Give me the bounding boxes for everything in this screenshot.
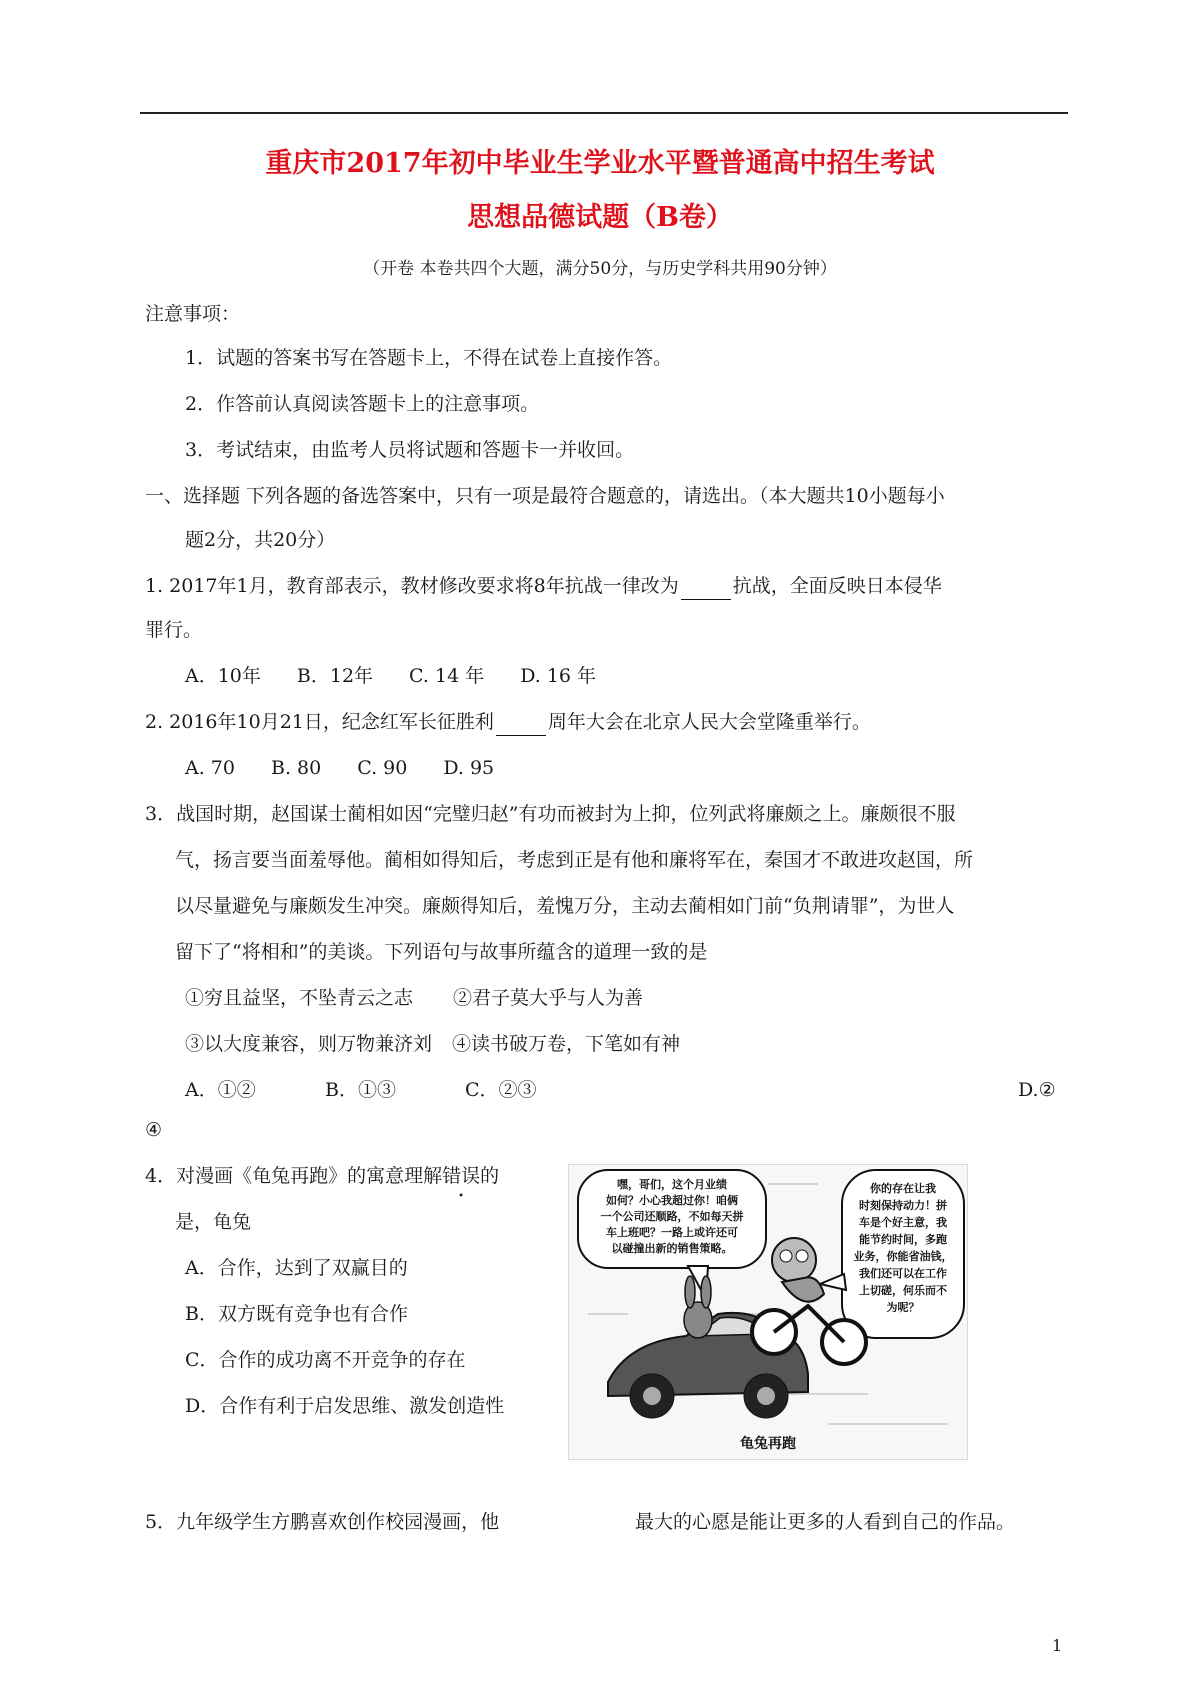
bubble-text: 为呢？ xyxy=(886,1301,920,1314)
section-heading-cont: 题2分，共20分） xyxy=(185,529,336,551)
bubble-text: 嘿，哥们，这个月业绩 xyxy=(617,1178,727,1191)
header-rule xyxy=(140,112,1068,114)
statement-row xyxy=(185,1030,680,1058)
option: A．①② xyxy=(185,1079,256,1101)
statement: ④读书破万卷，下笔如有神 xyxy=(452,1033,681,1055)
bubble-text: 车是个好主意，我 xyxy=(859,1216,947,1229)
question-2 xyxy=(145,708,871,736)
option-cont: ④ xyxy=(145,1119,163,1141)
option: C. 90 xyxy=(357,757,408,779)
option: B．双方既有竞争也有合作 xyxy=(185,1303,408,1325)
bubble-text: 上切磋，何乐而不 xyxy=(859,1284,947,1297)
bubble-text: 车上班吧？一路上或许还可 xyxy=(606,1226,738,1239)
statement: ①穷且益坚，不坠青云之志 xyxy=(185,987,414,1009)
bubble-text: 以碰撞出新的销售策略。 xyxy=(611,1242,733,1255)
section-heading: 一、选择题 下列各题的备选答案中，只有一项是最符合题意的，请选出。（本大题共10小题每小 xyxy=(145,485,945,507)
option: A．合作，达到了双赢目的 xyxy=(185,1257,408,1279)
question-4 xyxy=(145,1162,499,1190)
question-3-cont: 留下了“将相和”的美谈。下列语句与故事所蕴含的道理一致的是 xyxy=(175,941,708,963)
statement: ③以大度兼容，则万物兼济刘 xyxy=(185,1033,433,1055)
question-1 xyxy=(145,572,942,600)
bubble-text: 一个公司还顺路，不如每天拼 xyxy=(600,1210,744,1223)
question-5-cont: 最大的心愿是能让更多的人看到自己的作品。 xyxy=(635,1511,1016,1533)
question-3-cont: 气，扬言要当面羞辱他。蔺相如得知后，考虑到正是有他和廉将军在，秦国才不敢进攻赵国，所 xyxy=(175,849,974,871)
cartoon-caption: 龟兔再跑 xyxy=(740,1436,796,1452)
notice-item: 2．作答前认真阅读答题卡上的注意事项。 xyxy=(185,393,540,415)
bubble-text: 能节约时间，多跑 xyxy=(859,1233,947,1246)
option: D. 95 xyxy=(443,757,495,779)
bubble-text: 如何？小心我超过你！咱俩 xyxy=(606,1194,738,1207)
question-1-options xyxy=(185,662,632,690)
question-text: 周年大会在北京人民大会堂隆重举行。 xyxy=(547,711,871,733)
exam-info: （开卷 本卷共四个大题，满分50分，与历史学科共用90分钟） xyxy=(363,259,837,279)
notice-item: 3．考试结束，由监考人员将试题和答题卡一并收回。 xyxy=(185,439,635,461)
question-2-options xyxy=(185,754,530,782)
bubble-text: 业务，你能省油钱， xyxy=(853,1250,953,1263)
notice-heading: 注意事项： xyxy=(145,303,241,325)
cartoon-image xyxy=(568,1164,968,1460)
question-3-options xyxy=(185,1076,537,1104)
question-text: 4．对漫画《龟兔再跑》的寓意理解 xyxy=(145,1165,443,1187)
emphasis-text: 错误 xyxy=(442,1165,481,1187)
bubble-text: 我们还可以在工作 xyxy=(859,1267,947,1280)
option: C．②③ xyxy=(465,1079,537,1101)
statement: ②君子莫大乎与人为善 xyxy=(453,987,644,1009)
option: C. 14 年 xyxy=(409,665,485,687)
answer-blank xyxy=(496,715,546,736)
exam-title: 重庆市2017年初中毕业生学业水平暨普通高中招生考试 xyxy=(265,148,935,179)
question-text: 1. 2017年1月，教育部表示，教材修改要求将8年抗战一律改为 xyxy=(145,575,679,597)
exam-subtitle-title: 思想品德试题（B卷） xyxy=(467,202,733,233)
question-5: 5．九年级学生方鹏喜欢创作校园漫画，他 xyxy=(145,1511,500,1533)
option: B．①③ xyxy=(325,1079,396,1101)
question-4-cont: 是，龟兔 xyxy=(175,1211,252,1233)
option: A. 70 xyxy=(185,757,235,779)
option: B．12年 xyxy=(296,665,374,687)
question-1-cont: 罪行。 xyxy=(145,619,203,641)
option: D.② xyxy=(1018,1079,1056,1101)
bubble-text: 你的存在让我 xyxy=(870,1182,936,1195)
question-text: 的 xyxy=(480,1165,500,1187)
option: D．合作有利于启发思维、激发创造性 xyxy=(185,1395,505,1417)
question-text: 2. 2016年10月21日，纪念红军长征胜利 xyxy=(145,711,494,733)
option: D. 16 年 xyxy=(520,665,597,687)
statement-row xyxy=(185,984,643,1012)
option: B. 80 xyxy=(270,757,322,779)
question-3-cont: 以尽量避免与廉颇发生冲突。廉颇得知后，羞愧万分，主动去蔺相如门前“负荆请罪”，为世人 xyxy=(175,895,955,917)
question-text: 抗战，全面反映日本侵华 xyxy=(732,575,942,597)
bubble-text: 时刻保持动力！拼 xyxy=(859,1199,947,1212)
page-number: 1 xyxy=(1052,1636,1063,1655)
notice-item: 1．试题的答案书写在答题卡上，不得在试卷上直接作答。 xyxy=(185,347,673,369)
question-3: 3．战国时期，赵国谋士蔺相如因“完璧归赵”有功而被封为上抑，位列武将廉颇之上。廉颇很不服 xyxy=(145,803,956,825)
option: A．10年 xyxy=(185,665,261,687)
option: C．合作的成功离不开竞争的存在 xyxy=(185,1349,466,1371)
answer-blank xyxy=(681,579,731,600)
